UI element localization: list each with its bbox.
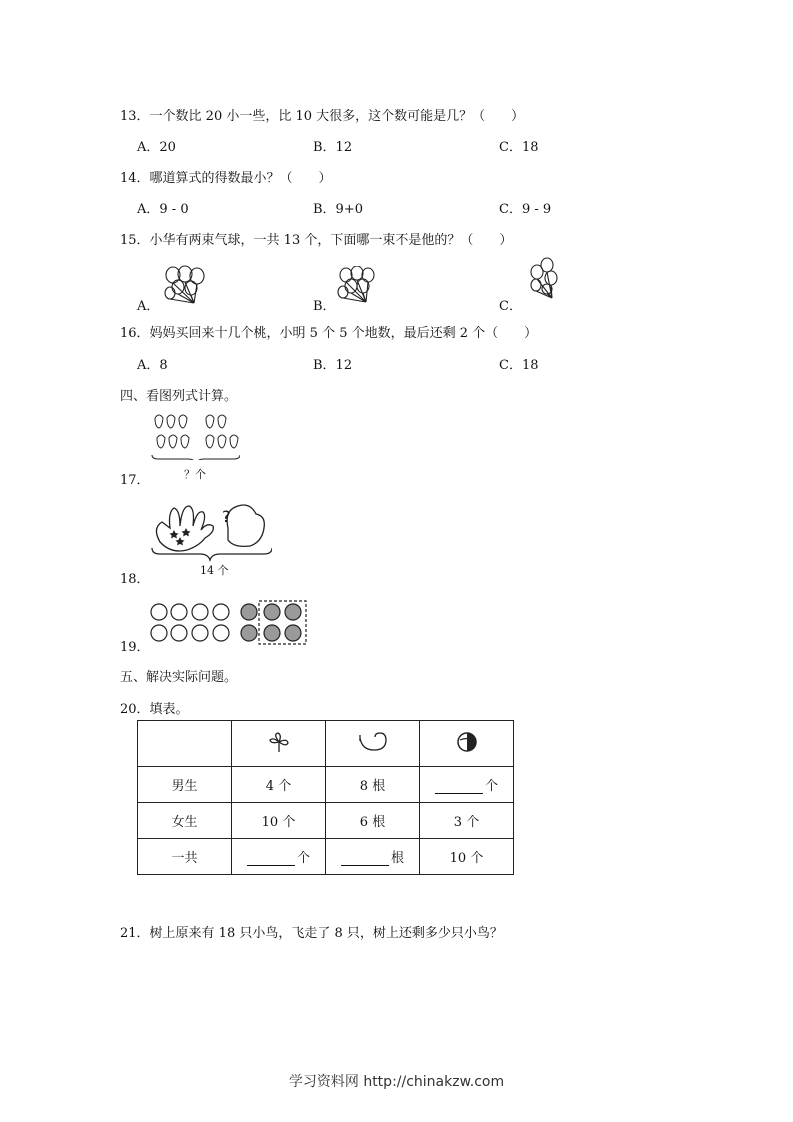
q15-option-b[interactable]: B．	[313, 299, 336, 314]
question-18-number: 18．	[120, 572, 150, 587]
ball-icon	[455, 730, 479, 754]
q16-option-b[interactable]: B．12	[313, 358, 353, 373]
q16-option-c[interactable]: C．18	[499, 358, 539, 373]
question-14: 14．哪道算式的得数最小？（ ）	[120, 171, 332, 186]
q14-option-a[interactable]: A．9 - 0	[137, 202, 189, 217]
blank-field[interactable]	[247, 853, 295, 866]
q15-option-a[interactable]: A．	[137, 299, 160, 314]
cell-total-pinwheel[interactable]	[232, 839, 326, 875]
question-21: 21．树上原来有 18 只小鸟，飞走了 8 只，树上还剩多少只小鸟？	[120, 926, 503, 941]
balloon-bunch-b-image	[334, 266, 382, 306]
page-footer: 学习资料网 http://chinakzw.com	[288, 1074, 505, 1090]
table-header-pinwheel	[232, 721, 326, 767]
row-label-total: 一共	[138, 839, 232, 875]
question-13: 13．一个数比 20 小一些，比 10 大很多，这个数可能是几？（ ）	[120, 109, 525, 124]
cell-boys-ball[interactable]	[420, 767, 514, 803]
q18-caption: 14 个	[200, 564, 229, 577]
pepper-group-image	[150, 410, 240, 460]
table-header-empty	[138, 721, 232, 767]
section-4-heading: 四、看图列式计算。	[120, 389, 238, 404]
question-19-number: 19．	[120, 640, 150, 655]
balloon-bunch-a-image	[160, 265, 212, 307]
unit-label: 根	[390, 851, 404, 866]
blank-field[interactable]	[341, 853, 389, 866]
question-16: 16．妈妈买回来十几个桃，小明 5 个 5 个地数，最后还剩 2 个（ ）	[120, 326, 538, 341]
hands-image	[150, 500, 272, 562]
question-17-number: 17．	[120, 473, 150, 488]
q14-option-c[interactable]: C．9 - 9	[499, 202, 552, 217]
q14-option-b[interactable]: B．9+0	[313, 202, 363, 217]
question-15: 15．小华有两束气球，一共 13 个，下面哪一束不是他的？（ ）	[120, 233, 513, 248]
section-5-heading: 五、解决实际问题。	[120, 670, 238, 685]
cell-total-rope[interactable]	[326, 839, 420, 875]
cell-girls-ball: 3 个	[420, 803, 514, 839]
fill-table	[137, 720, 514, 875]
question-20: 20．填表。	[120, 702, 189, 717]
unit-label: 个	[296, 851, 310, 866]
q15-option-c[interactable]: C．	[499, 299, 522, 314]
q18-question-mark: ?	[222, 507, 231, 526]
cell-girls-pinwheel: 10 个	[232, 803, 326, 839]
cell-boys-pinwheel: 4 个	[232, 767, 326, 803]
cell-total-ball: 10 个	[420, 839, 514, 875]
cell-boys-rope: 8 根	[326, 767, 420, 803]
pinwheel-icon	[266, 731, 292, 753]
q16-option-a[interactable]: A．8	[137, 358, 168, 373]
blank-field[interactable]	[435, 781, 483, 794]
table-header-jump-rope	[326, 721, 420, 767]
unit-label: 个	[484, 779, 498, 794]
q13-option-b[interactable]: B．12	[313, 140, 353, 155]
q17-caption: ？个	[184, 468, 206, 481]
balloon-bunch-c-image	[522, 256, 562, 300]
row-label-girls: 女生	[138, 803, 232, 839]
circles-image	[148, 598, 310, 646]
cell-girls-rope: 6 根	[326, 803, 420, 839]
q13-option-a[interactable]: A．20	[137, 140, 176, 155]
row-label-boys: 男生	[138, 767, 232, 803]
q13-option-c[interactable]: C．18	[499, 140, 539, 155]
table-header-ball	[420, 721, 514, 767]
jump-rope-icon	[356, 731, 390, 753]
